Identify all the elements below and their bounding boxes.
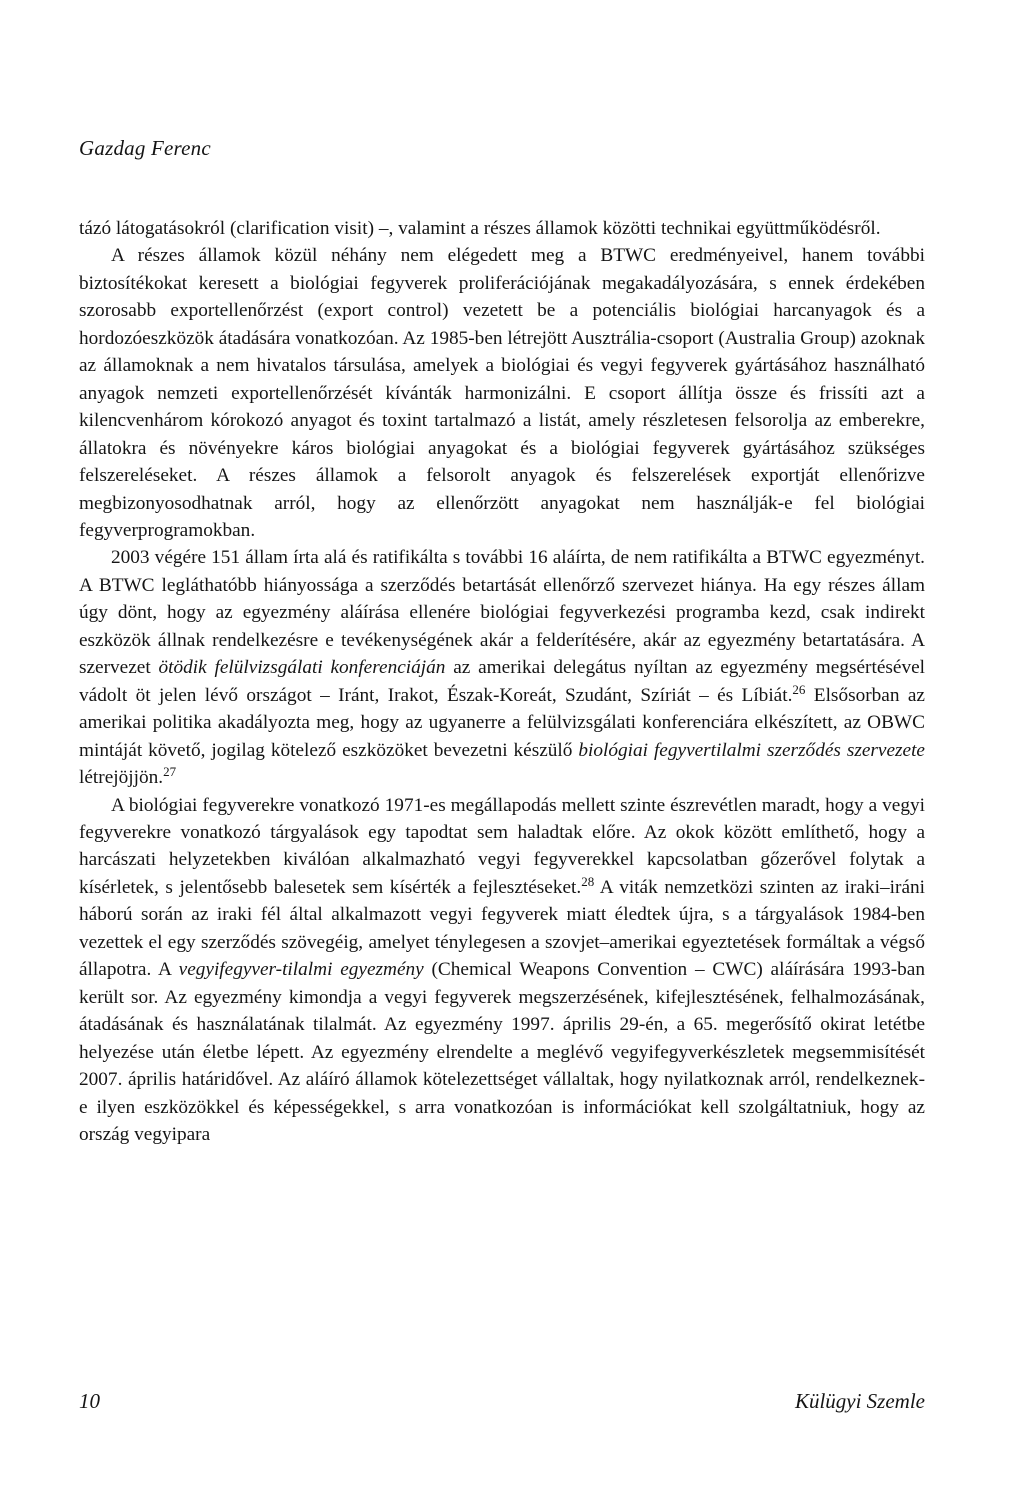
italic-term: ötödik felülvizsgálati konferenciáján — [158, 657, 446, 679]
paragraph — [79, 792, 925, 1149]
journal-title: Külügyi Szemle — [794, 1389, 925, 1413]
paragraph — [79, 544, 925, 791]
running-head-author: Gazdag Ferenc — [79, 136, 211, 160]
text-run: A biológiai fegyverekre vonatkozó 1971-es megállapodás mellett szinte észrevétlen maradt, hogy a vegyi fegyverekre vonatkozó tárgyalások egy tapodtat sem haladtak előre. Az okok között említhető, hogy a harcászati helyzetekben kiválóan alkalmazható vegyi fegyverekkel kapcsolatban gőzerővel folytak a kísérletek, s jelentősebb balesetek sem kísérték a fejlesztéseket. — [79, 794, 925, 898]
page-number: 10 — [79, 1389, 100, 1413]
footnote-ref: 26 — [792, 681, 806, 697]
paragraph — [79, 242, 925, 544]
text-run: az amerikai delegátus nyíltan az egyezmény megsértésével vádolt öt jelen lévő országot – Iránt, Irakot, Észak-Koreát, Szudánt, Szíriát – és Líbiát. — [79, 657, 926, 706]
text-run: 2003 végére 151 állam írta alá és ratifikálta s további 16 aláírta, de nem ratifikálta a BTWC egyezményt. A BTWC legláthatóbb hiányossága a szerződés betartását ellenőrző szervezet hiánya. Ha egy részes állam úgy dönt, hogy az egyezmény aláírása ellenére biológiai fegyverkezési programba kezd, csak indirekt eszközök állnak rendelkezésre e tevékenységének akár a felderítésére, akár az egyezmény betartatására. A szervezet — [79, 547, 925, 679]
text-run: A részes államok közül néhány nem elégedett meg a BTWC eredményeivel, hanem további biztosítékokat keresett a biológiai fegyverek proliferációjának megakadályozására, s ennek érdekében szorosabb exportellenőrzést (export control) vezetett be a potenciális biológiai harcanyagok és a hordozóeszközök átadására vonatkozóan. Az 1985-ben létrejött Ausztrália-csoport (Australia Group) azoknak az államoknak a nem hivatalos társulása, amelyek a biológiai és vegyi fegyverek gyártásához használható anyagok nemzeti exportellenőrzését kívánták harmonizálni. E csoport állítja össze és frissíti azt a kilencvenhárom kórokozó anyagot és toxint tartalmazó a listát, amely részletesen felsorolja az emberekre, állatokra és növényekre káros biológiai anyagokat és a biológiai fegyverek gyártásához szükséges felszereléseket. A részes államok a felsorolt anyagok és felszerelések exportját ellenőrizve megbizonyosodhatnak arról, hogy az ellenőrzött anyagokat nem használják-e fel biológiai fegyverprogramokban. — [79, 245, 925, 541]
footnote-ref: 27 — [163, 763, 177, 779]
italic-term: biológiai fegyvertilalmi szerződés szervezete — [578, 739, 925, 761]
footnote-ref: 28 — [581, 873, 595, 889]
text-run: tázó látogatásokról (clarification visit) –, valamint a részes államok közötti technikai együttműködésről. — [79, 218, 881, 239]
text-run: létrejöjjön. — [79, 767, 164, 789]
text-run: Elsősorban az amerikai politika akadályozta meg, hogy az ugyanerre a felülvizsgálati konferenciára elkészített, az OBWC mintáját követő, jogilag kötelező eszközöket bevezetni készülő — [79, 684, 925, 761]
article-body — [79, 215, 925, 1148]
paragraph — [79, 215, 925, 242]
italic-term: vegyifegyver-tilalmi egyezmény — [178, 959, 424, 981]
text-run: (Chemical Weapons Convention – CWC) aláírására 1993-ban került sor. Az egyezmény kimondja a vegyi fegyverek megszerzésének, kifejlesztésének, felhalmozásának, átadásának és használatának tilalmát. Az egyezmény 1997. április 29-én, a 65. megerősítő okirat letétbe helyezése után életbe lépett. Az egyezmény elrendelte a meglévő vegyifegyverkészletek megsemmisítését 2007. április határidővel. Az aláíró államok kötelezettséget vállaltak, hogy nyilatkoznak arról, rendelkeznek-e ilyen eszközökkel és képességekkel, s arra vonatkozóan is információkat kell szolgáltatniuk, hogy az ország vegyipara — [79, 959, 925, 1145]
text-run: A viták nemzetközi szinten az iraki–iráni háború során az iraki fél által alkalmazott vegyi fegyverek miatt éledtek újra, s a tárgyalások 1984-ben vezettek el egy szerződés szövegéig, amelyet ténylegesen a szovjet–amerikai egyeztetések formáltak a végső állapotra. A — [79, 876, 925, 981]
